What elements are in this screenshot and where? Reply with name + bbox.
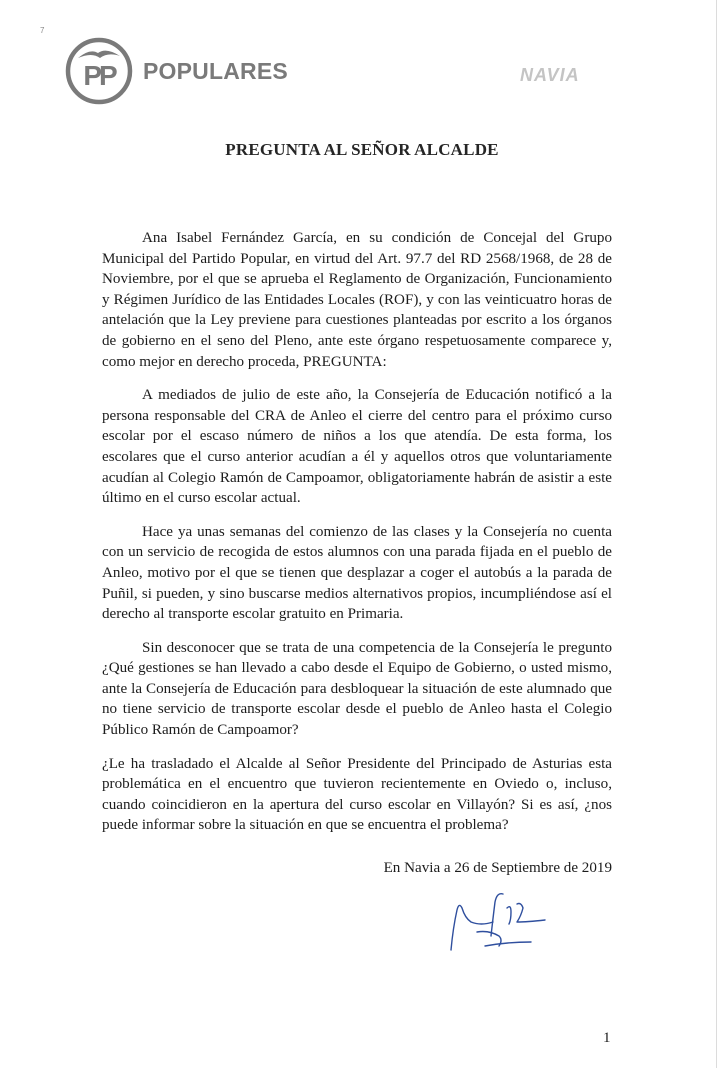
paragraph-problem: Hace ya unas semanas del comienzo de las clases y la Consejería no cuenta con un servicio de recogida de estos alumnos con una parada fijada en el pueblo de Anleo, motivo por el que se tienen que desplazar a coger el autobús a la parada de Puñil, si pueden, y sino buscarse medios alternativos propios, incumpliéndose así el derecho al transporte escolar gratuito en Primaria. bbox=[102, 523, 612, 623]
paragraph-question-2: ¿Le ha trasladado el Alcalde al Señor Presidente del Principado de Asturias esta problemática en el encuentro que tuvieron recientemente en Oviedo o, incluso, cuando coincidieron en la apertura del curso escolar en Villayón? Si es así, ¿nos puede informar sobre la situación en que se encuentra el problema? bbox=[102, 755, 612, 834]
document-title: PREGUNTA AL SEÑOR ALCALDE bbox=[225, 140, 499, 159]
party-logo bbox=[64, 36, 288, 106]
city-name: NAVIA bbox=[520, 65, 580, 85]
closing-date-line: En Navia a 26 de Septiembre de 2019 bbox=[383, 860, 612, 877]
pp-logo-icon bbox=[64, 36, 134, 106]
handwritten-signature-icon bbox=[447, 888, 557, 958]
paragraph-intro: Ana Isabel Fernández García, en su condición de Concejal del Grupo Municipal del Partido Popular, en virtud del Art. 97.7 del RD 2568/1968, de 28 de Noviembre, por el que se aprueba el Reglamento de Organización, Funcionamiento y Régimen Jurídico de las Entidades Locales (ROF), y con las veinticuatro horas de antelación que la Ley previene para cuestiones planteadas por escrito a los órganos de gobierno en el seno del Pleno, ante este órgano respetuosamente comparece y, como mejor en derecho proceda, PREGUNTA: bbox=[102, 230, 612, 370]
document-body bbox=[102, 228, 612, 836]
logo-text: POPULARES bbox=[143, 57, 288, 84]
page-number: 1 bbox=[603, 1030, 611, 1047]
paragraph-question-1: Sin desconocer que se trata de una competencia de la Consejería le pregunto ¿Qué gestiones se han llevado a cabo desde el Equipo de Gobierno, o usted mismo, ante la Consejería de Educación para desbloquear la situación de este alumnado que no tiene servicio de transporte escolar desde el pueblo de Anleo hasta el Colegio Público Ramón de Campoamor? bbox=[102, 639, 612, 739]
corner-mark: 7 bbox=[40, 26, 45, 35]
paragraph-context: A mediados de julio de este año, la Consejería de Educación notificó a la persona responsable del CRA de Anleo el cierre del centro para el próximo curso escolar por el escaso número de niños a los que atendía. De esta forma, los escolares que el curso anterior acudían a él y aquellos otros que voluntariamente acudían al Colegio Ramón de Campoamor, obligatoriamente habrán de asistir a este último en el curso escolar actual. bbox=[102, 387, 612, 507]
page-edge-line bbox=[716, 0, 717, 1068]
signature bbox=[447, 888, 557, 958]
logo-monogram: PP bbox=[83, 60, 115, 91]
letterhead bbox=[0, 0, 724, 139]
